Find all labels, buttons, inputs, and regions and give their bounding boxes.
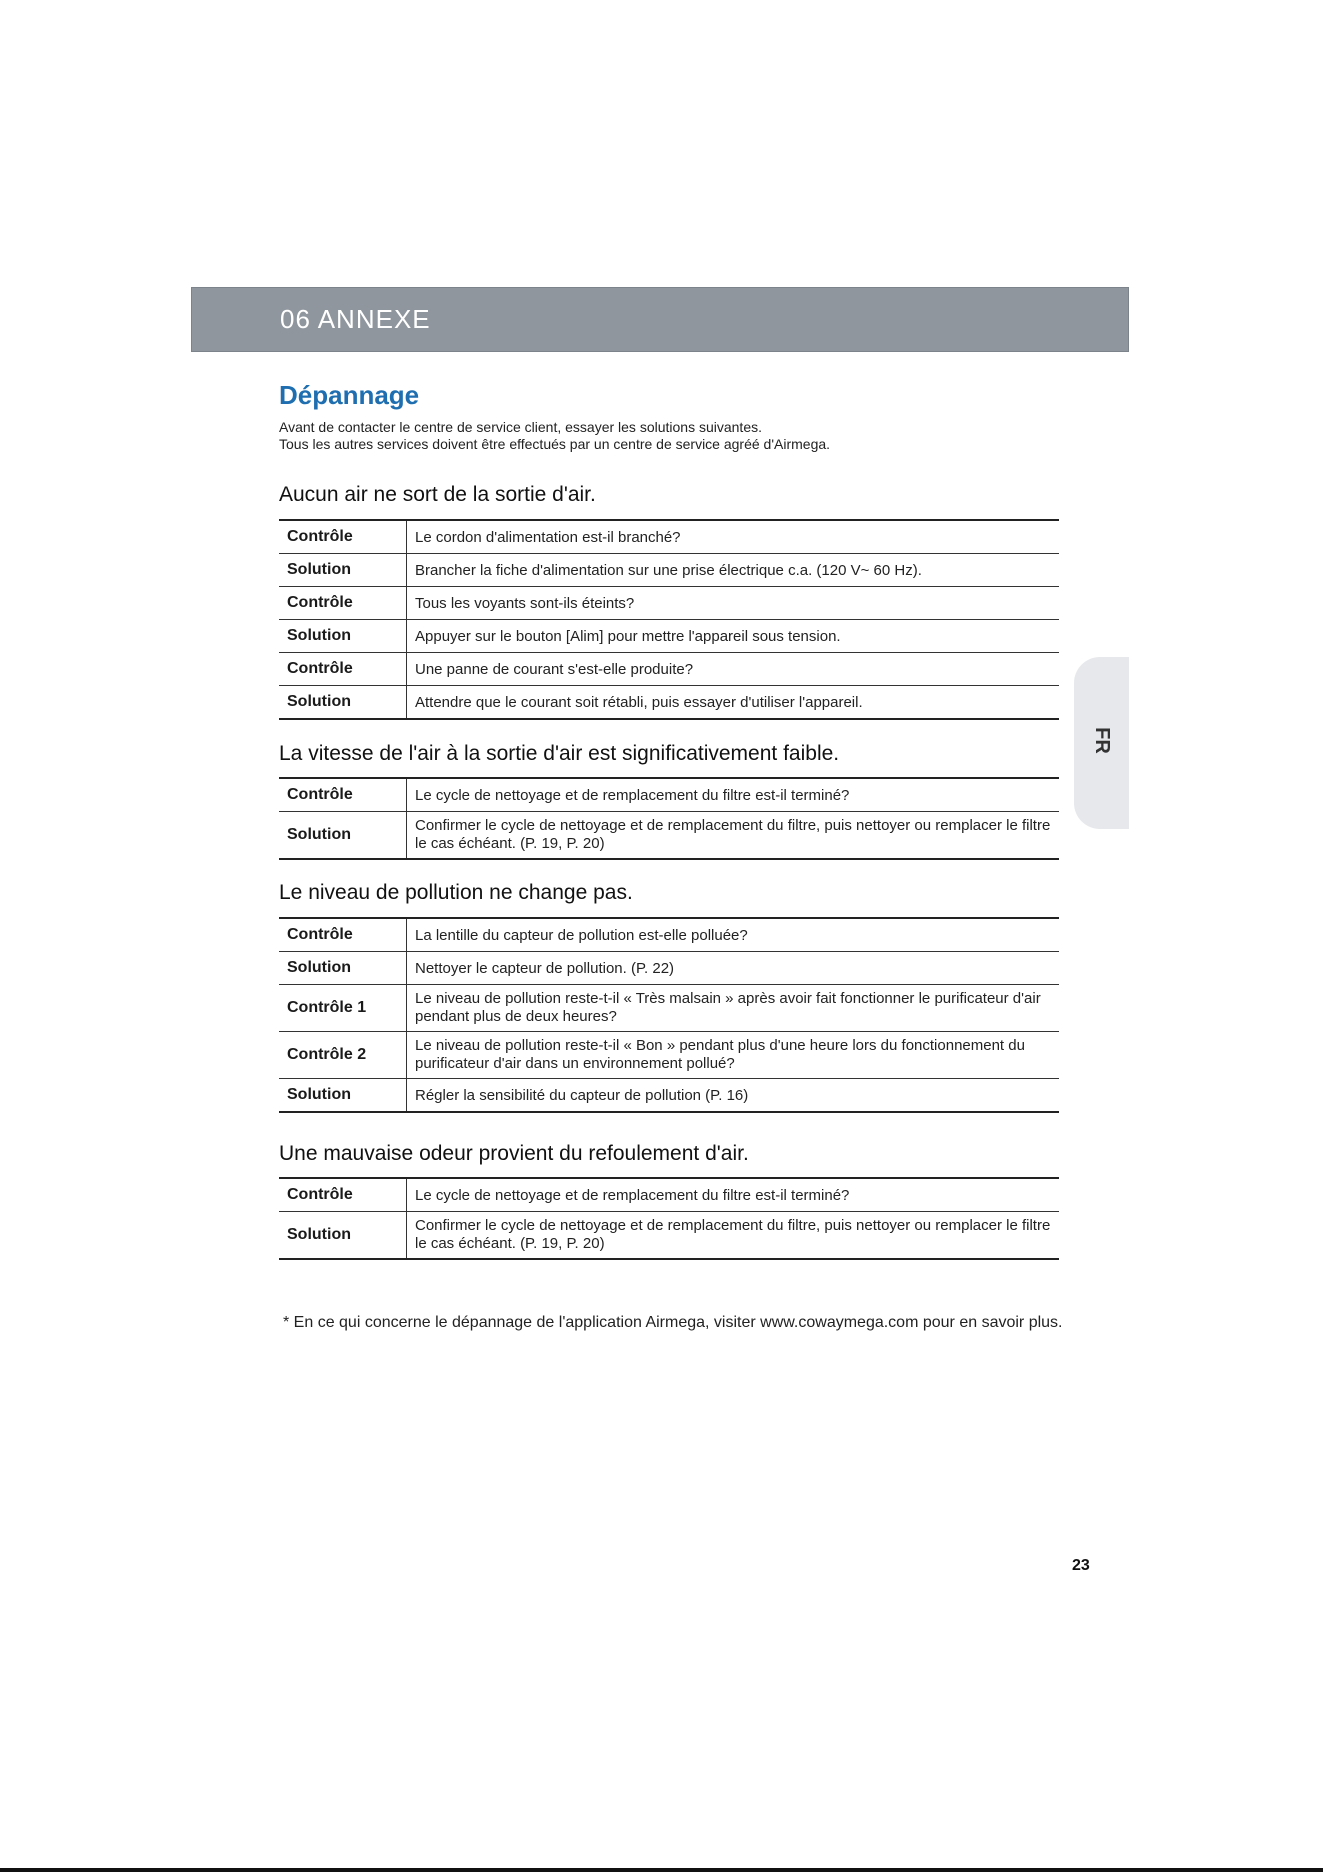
row-key: Contrôle 2 bbox=[279, 1032, 407, 1079]
table-row bbox=[279, 587, 1059, 620]
row-key: Contrôle 1 bbox=[279, 985, 407, 1032]
row-key: Solution bbox=[279, 554, 407, 587]
intro-line: Avant de contacter le centre de service client, essayer les solutions suivantes. bbox=[279, 419, 762, 435]
row-value: Nettoyer le capteur de pollution. (P. 22) bbox=[407, 952, 1060, 985]
footnote: * En ce qui concerne le dépannage de l'application Airmega, visiter www.cowaymega.com pour en savoir plus. bbox=[283, 1314, 1063, 1331]
troubleshooting-table bbox=[279, 1177, 1059, 1260]
table-row bbox=[279, 554, 1059, 587]
row-value: Régler la sensibilité du capteur de pollution (P. 16) bbox=[415, 1086, 749, 1104]
row-value: La lentille du capteur de pollution est-elle polluée? bbox=[407, 918, 1060, 952]
section-title: Une mauvaise odeur provient du refoulement d'air. bbox=[279, 1142, 749, 1165]
row-key: Solution bbox=[279, 1212, 407, 1260]
section-title: La vitesse de l'air à la sortie d'air est significativement faible. bbox=[279, 742, 840, 765]
chapter-header-bar bbox=[191, 287, 1129, 352]
row-key: Contrôle bbox=[279, 587, 407, 620]
row-key: Contrôle bbox=[279, 520, 407, 554]
section-title: Aucun air ne sort de la sortie d'air. bbox=[279, 483, 596, 506]
table-row bbox=[279, 1032, 1059, 1079]
troubleshooting-table bbox=[279, 519, 1059, 720]
row-key: Contrôle bbox=[279, 918, 407, 952]
row-value: Appuyer sur le bouton [Alim] pour mettre l'appareil sous tension. bbox=[407, 620, 1060, 653]
language-label: FR bbox=[1090, 727, 1113, 754]
table-row bbox=[279, 918, 1059, 952]
row-value: Le niveau de pollution reste-t-il « Bon » pendant plus d'une heure lors du fonctionnement du purificateur d'air dans un environnement pollué? bbox=[407, 1032, 1060, 1079]
table-row bbox=[279, 812, 1059, 860]
row-value: Tous les voyants sont-ils éteints? bbox=[407, 587, 1060, 620]
row-value: Le cycle de nettoyage et de remplacement du filtre est-il terminé? bbox=[407, 778, 1060, 812]
row-key: Solution bbox=[279, 1079, 407, 1113]
intro-line: Tous les autres services doivent être effectués par un centre de service agréé d'Airmega. bbox=[279, 436, 831, 452]
row-key: Solution bbox=[279, 686, 407, 720]
table-row bbox=[279, 1212, 1059, 1260]
row-key: Contrôle bbox=[279, 653, 407, 686]
row-value: Le cycle de nettoyage et de remplacement du filtre est-il terminé? bbox=[407, 1178, 1060, 1212]
table-row bbox=[279, 686, 1059, 720]
intro-text bbox=[279, 419, 830, 453]
bottom-edge-rule bbox=[0, 1868, 1323, 1872]
row-key: Contrôle bbox=[279, 778, 407, 812]
table-row bbox=[279, 778, 1059, 812]
table-row bbox=[279, 952, 1059, 985]
row-key: Solution bbox=[279, 812, 407, 860]
row-key: Solution bbox=[279, 952, 407, 985]
row-value: Le niveau de pollution reste-t-il « Très malsain » après avoir fait fonctionner le purificateur d'air pendant plus de deux heures? bbox=[407, 985, 1060, 1032]
row-key: Solution bbox=[279, 620, 407, 653]
row-value: Confirmer le cycle de nettoyage et de remplacement du filtre, puis nettoyer ou remplacer le filtre le cas échéant. (P. 19, P. 20) bbox=[415, 1217, 1051, 1252]
row-value: Le cordon d'alimentation est-il branché? bbox=[407, 520, 1060, 554]
language-side-tab bbox=[1074, 657, 1129, 829]
row-value: Attendre que le courant soit rétabli, puis essayer d'utiliser l'appareil. bbox=[415, 693, 863, 711]
row-value: Une panne de courant s'est-elle produite? bbox=[407, 653, 1060, 686]
table-row bbox=[279, 1178, 1059, 1212]
table-row bbox=[279, 620, 1059, 653]
table-row bbox=[279, 1079, 1059, 1113]
troubleshooting-table bbox=[279, 777, 1059, 860]
table-row bbox=[279, 985, 1059, 1032]
troubleshooting-table bbox=[279, 917, 1059, 1113]
row-key: Contrôle bbox=[279, 1178, 407, 1212]
page-title: Dépannage bbox=[279, 380, 420, 410]
chapter-title: 06 ANNEXE bbox=[280, 304, 431, 334]
row-value: Brancher la fiche d'alimentation sur une prise électrique c.a. (120 V~ 60 Hz). bbox=[407, 554, 1060, 587]
row-value: Confirmer le cycle de nettoyage et de remplacement du filtre, puis nettoyer ou remplacer le filtre le cas échéant. (P. 19, P. 20) bbox=[415, 817, 1051, 852]
section-title: Le niveau de pollution ne change pas. bbox=[279, 881, 633, 904]
table-row bbox=[279, 653, 1059, 686]
table-row bbox=[279, 520, 1059, 554]
page-number: 23 bbox=[1072, 1557, 1090, 1574]
